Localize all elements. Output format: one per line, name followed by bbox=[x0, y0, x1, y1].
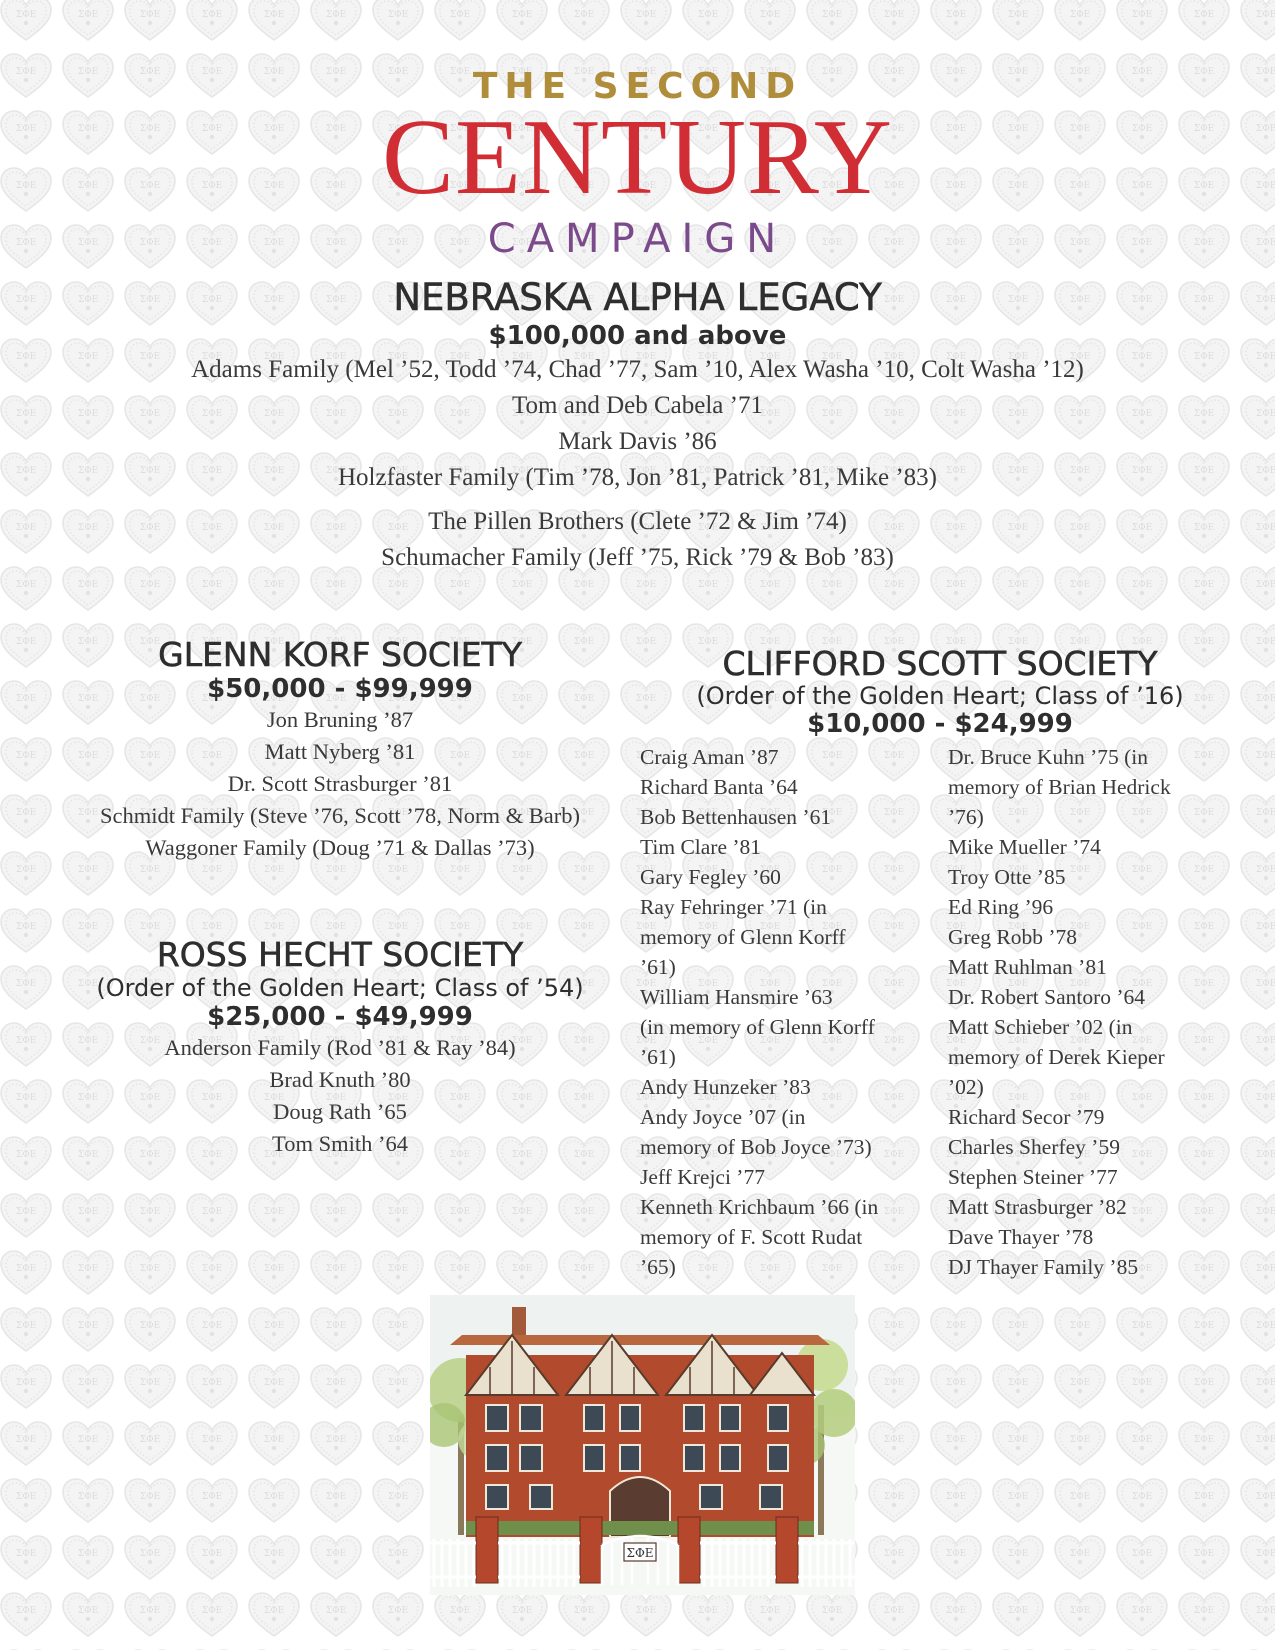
scott-donor-list-left bbox=[640, 742, 948, 1282]
donor-item: ’02) bbox=[948, 1075, 984, 1099]
donor-item: Matt Strasburger ’82 bbox=[948, 1195, 1127, 1219]
donor-item: Ray Fehringer ’71 (in bbox=[640, 895, 827, 919]
donor-item: Matt Nyberg ’81 bbox=[264, 739, 416, 764]
donor-item: Richard Secor ’79 bbox=[948, 1105, 1105, 1129]
hecht-subheading: (Order of the Golden Heart; Class of ’54) bbox=[96, 974, 584, 1002]
scott-donor-columns bbox=[640, 742, 1240, 1282]
donor-item: Dr. Bruce Kuhn ’75 (in bbox=[948, 745, 1149, 769]
korf-society-section bbox=[40, 636, 640, 864]
donor-item: Matt Schieber ’02 (in bbox=[948, 1015, 1133, 1039]
korf-donor-list bbox=[40, 704, 640, 864]
donor-item: memory of F. Scott Rudat bbox=[640, 1225, 863, 1249]
legacy-donor-list bbox=[0, 352, 1275, 576]
donor-item: memory of Brian Hedrick bbox=[948, 775, 1171, 799]
korf-heading: GLENN KORF SOCIETY bbox=[158, 635, 522, 674]
scott-subheading: (Order of the Golden Heart; Class of ’16) bbox=[696, 682, 1184, 710]
donor-item: memory of Derek Kieper bbox=[948, 1045, 1165, 1069]
donor-item: Schumacher Family (Jeff ’75, Rick ’79 & Bob ’83) bbox=[381, 544, 894, 571]
donor-item: memory of Glenn Korff bbox=[640, 925, 846, 949]
donor-item: (in memory of Glenn Korff bbox=[640, 1015, 875, 1039]
gate-crest-letters: ΣΦΕ bbox=[626, 1546, 654, 1560]
donor-item: Mike Mueller ’74 bbox=[948, 835, 1101, 859]
scott-amount: $10,000 - $24,999 bbox=[807, 709, 1073, 739]
donor-item: Gary Fegley ’60 bbox=[640, 865, 781, 889]
donor-item: Charles Sherfey ’59 bbox=[948, 1135, 1120, 1159]
donor-item: ’76) bbox=[948, 805, 984, 829]
donor-item: Brad Knuth ’80 bbox=[269, 1067, 411, 1092]
korf-amount: $50,000 - $99,999 bbox=[207, 674, 473, 704]
donor-item: Waggoner Family (Doug ’71 & Dallas ’73) bbox=[145, 835, 535, 860]
donor-item: Dr. Scott Strasburger ’81 bbox=[227, 771, 453, 796]
donor-item: DJ Thayer Family ’85 bbox=[948, 1255, 1139, 1279]
donor-item: ’61) bbox=[640, 1045, 676, 1069]
donor-item: Holzfaster Family (Tim ’78, Jon ’81, Patrick ’81, Mike ’83) bbox=[338, 464, 937, 491]
donor-item: Matt Ruhlman ’81 bbox=[948, 955, 1107, 979]
scott-heading: CLIFFORD SCOTT SOCIETY bbox=[722, 644, 1158, 683]
donor-item: The Pillen Brothers (Clete ’72 & Jim ’74) bbox=[428, 508, 847, 535]
donor-item: Tom Smith ’64 bbox=[272, 1131, 408, 1156]
donor-item: Tom and Deb Cabela ’71 bbox=[512, 392, 763, 419]
campaign-title-century: CENTURY bbox=[381, 98, 894, 217]
donor-item: Craig Aman ’87 bbox=[640, 745, 779, 769]
hecht-heading: ROSS HECHT SOCIETY bbox=[156, 935, 524, 974]
hecht-donor-list bbox=[40, 1032, 640, 1160]
hecht-amount: $25,000 - $49,999 bbox=[207, 1002, 473, 1032]
donor-item: Adams Family (Mel ’52, Todd ’74, Chad ’77, Sam ’10, Alex Washa ’10, Colt Washa ’12) bbox=[191, 356, 1084, 383]
donor-item: Andy Joyce ’07 (in bbox=[640, 1105, 806, 1129]
donor-item: Andy Hunzeker ’83 bbox=[640, 1075, 811, 1099]
donor-item: William Hansmire ’63 bbox=[640, 985, 833, 1009]
campaign-title-campaign: CAMPAIGN bbox=[487, 216, 788, 262]
donor-item: Richard Banta ’64 bbox=[640, 775, 798, 799]
donor-item: memory of Bob Joyce ’73) bbox=[640, 1135, 872, 1159]
legacy-amount: $100,000 and above bbox=[488, 321, 787, 351]
donor-item: Dr. Robert Santoro ’64 bbox=[948, 985, 1146, 1009]
hecht-society-section bbox=[40, 936, 640, 1160]
donor-item: Tim Clare ’81 bbox=[640, 835, 762, 859]
donor-item: Jeff Krejci ’77 bbox=[640, 1165, 765, 1189]
donor-item: Greg Robb ’78 bbox=[948, 925, 1077, 949]
donor-item: Dave Thayer ’78 bbox=[948, 1225, 1094, 1249]
donor-item: Kenneth Krichbaum ’66 (in bbox=[640, 1195, 879, 1219]
donor-item: ’61) bbox=[640, 955, 676, 979]
scott-donor-list-right bbox=[948, 742, 1240, 1282]
donor-item: Anderson Family (Rod ’81 & Ray ’84) bbox=[164, 1035, 516, 1060]
donor-item: Mark Davis ’86 bbox=[558, 428, 717, 455]
donor-item: Stephen Steiner ’77 bbox=[948, 1165, 1118, 1189]
donor-item: Schmidt Family (Steve ’76, Scott ’78, Norm & Barb) bbox=[100, 803, 580, 828]
legacy-heading: NEBRASKA ALPHA LEGACY bbox=[393, 276, 882, 319]
chapter-house-illustration bbox=[430, 1295, 855, 1595]
donor-item: Bob Bettenhausen ’61 bbox=[640, 805, 832, 829]
scott-society-section bbox=[640, 645, 1240, 1282]
legacy-section bbox=[0, 276, 1275, 576]
donor-item: Troy Otte ’85 bbox=[948, 865, 1066, 889]
campaign-title-the-second: THE SECOND bbox=[472, 66, 803, 107]
donor-item: ’65) bbox=[640, 1255, 676, 1279]
donor-item: Doug Rath ’65 bbox=[273, 1099, 407, 1124]
donor-item: Jon Bruning ’87 bbox=[266, 707, 414, 732]
donor-item: Ed Ring ’96 bbox=[948, 895, 1054, 919]
